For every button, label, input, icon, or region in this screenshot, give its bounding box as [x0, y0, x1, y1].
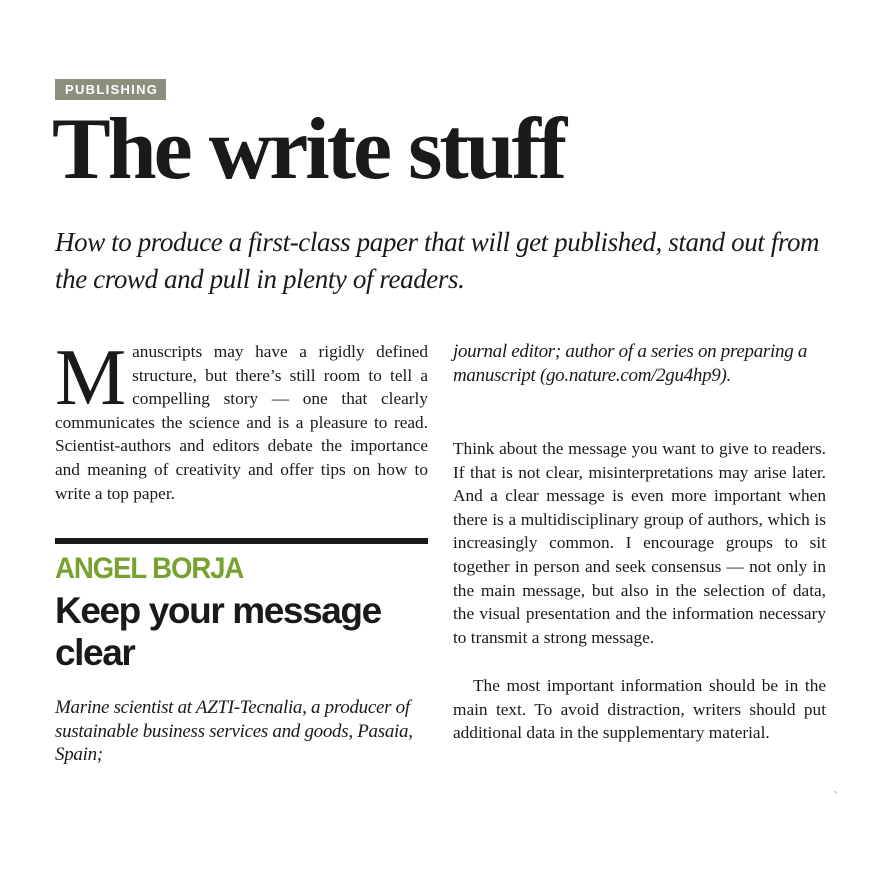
standfirst: How to produce a first-class paper that will get published, stand out from the crowd and pull in plenty of readers. — [55, 227, 820, 294]
section-label: PUBLISHING — [55, 79, 166, 100]
author-bio: Marine scientist at AZTI-Tecnalia, a producer of sustainable business services and goods, Pasaia, Spain; — [55, 697, 413, 765]
section-title: Keep your message clear — [55, 590, 381, 673]
author-name: ANGEL BORJA — [55, 552, 244, 585]
section-divider — [55, 538, 428, 544]
page-mark: ˋ — [834, 791, 838, 802]
body-paragraph: The most important information should be in the main text. To avoid distraction, writers should put additional data in the supplementary material. — [453, 676, 826, 743]
intro-paragraph — [55, 334, 428, 505]
author-bio-continued: journal editor; author of a series on preparing a manuscript (go.nature.com/2gu4hp9). — [453, 341, 808, 386]
body-paragraph: Think about the message you want to give to readers. If that is not clear, misinterpretations may arise later. And a clear message is even more important when there is a multidisciplinary group of authors, which is increasingly common. I encourage groups to sit together in person and seek consensus — not only in the main message, but also in the selection of data, the visual presentation and the information necessary to transmit a strong message. — [453, 439, 826, 647]
intro-text: anuscripts may have a rigidly defined structure, but there’s still room to tell a compelling story — one that clearly communicates the science and is a pleasure to read. Scientist-authors and editors debate the importance and meaning of creativity and offer tips on how to write a top paper. — [55, 342, 428, 503]
drop-cap: M — [55, 334, 127, 422]
headline: The write stuff — [52, 101, 565, 198]
